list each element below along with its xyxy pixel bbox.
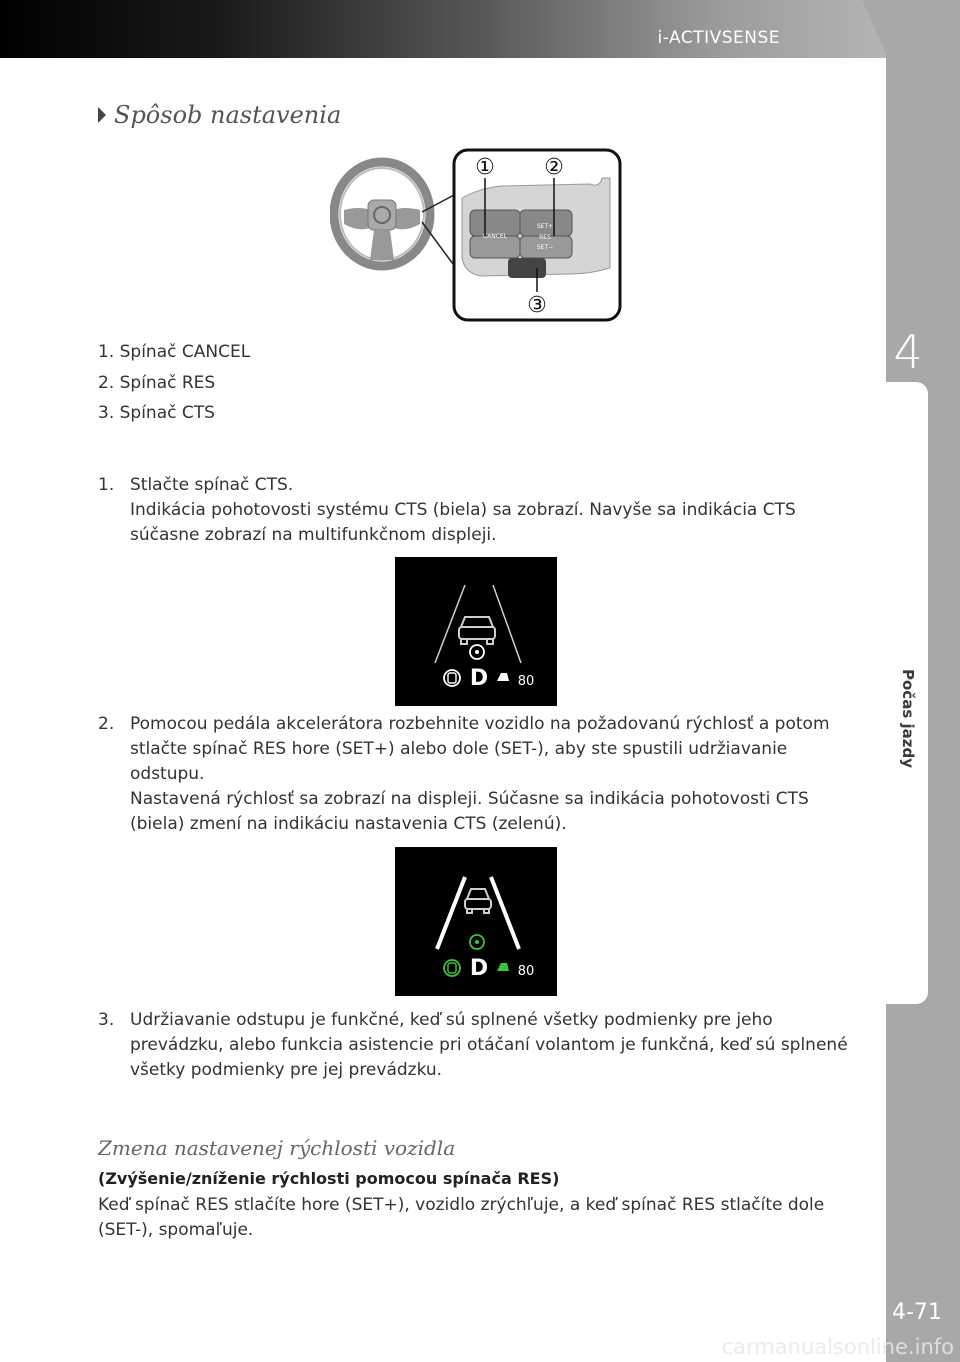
gear-indicator: D: [469, 666, 489, 691]
chapter-number: 4: [893, 325, 923, 379]
watermark: carmanualsonline.info: [721, 1335, 954, 1359]
set-speed: 80: [517, 964, 535, 979]
steering-wheel-icon: [334, 162, 430, 266]
header-title: i-ACTIVSENSE: [657, 28, 780, 48]
step-text-line: Indikácia pohotovosti systému CTS (biela) sa zobrazí. Navyše sa indikácia CTS súčasne zobrazí na multifunkčnom displeji.: [130, 500, 796, 545]
legend-item: 2. Spínač RES: [98, 372, 216, 393]
setminus-label: SET−: [536, 244, 554, 251]
subsection-title: Zmena nastavenej rýchlosti vozidla: [98, 1136, 456, 1160]
page-number: 4-71: [892, 1300, 942, 1325]
section-title: [98, 101, 341, 129]
figure-legend: [98, 337, 250, 429]
step-text-line: Nastavená rýchlosť sa zobrazí na displeji. Súčasne sa indikácia pohotovosti CTS (biela) zmení na indikáciu nastavenia CTS (zelenú).: [130, 789, 809, 834]
subsection-paragraph: Keď spínač RES stlačíte hore (SET+), vozidlo zrýchľuje, a keď spínač RES stlačíte dole (SET-), spomaľuje.: [98, 1195, 825, 1240]
side-corner: [862, 0, 888, 58]
section-marker-icon: [98, 107, 106, 123]
chapter-label: Počas jazdy: [899, 669, 917, 768]
step-2: [98, 712, 860, 837]
step-number: 2.: [98, 714, 115, 734]
step-number: 1.: [98, 475, 115, 495]
display-standby-figure: [395, 557, 557, 706]
callout-1: ①: [475, 155, 495, 180]
callout-2: ②: [544, 155, 564, 180]
chapter-tab[interactable]: [868, 382, 928, 1004]
header-band: [0, 0, 890, 58]
step-text-line: Pomocou pedála akcelerátora rozbehnite vozidlo na požadovanú rýchlosť a potom stlačte spínač RES hore (SET+) alebo dole (SET-), aby ste spustili udržiavanie odstupu.: [130, 714, 830, 784]
switch-panel-detail: [462, 178, 610, 278]
step-number: 3.: [98, 1010, 115, 1030]
set-speed: 80: [517, 674, 535, 689]
step-text-line: Stlačte spínač CTS.: [130, 475, 294, 495]
legend-item: 3. Spínač CTS: [98, 403, 215, 423]
section-title-text: Spôsob nastavenia: [114, 101, 342, 129]
step-3: [98, 1008, 860, 1083]
callout-3: ③: [527, 293, 547, 318]
steering-wheel-figure: [330, 148, 624, 324]
subsection-bold-heading: (Zvýšenie/zníženie rýchlosti pomocou spínača RES): [98, 1169, 560, 1188]
cancel-label: CANCEL: [482, 233, 508, 240]
res-label: RES: [539, 234, 551, 241]
legend-item: 1. Spínač CANCEL: [98, 342, 251, 362]
display-set-figure: [395, 847, 557, 996]
step-1: [98, 473, 860, 548]
gear-indicator: D: [469, 956, 489, 981]
step-text-line: Udržiavanie odstupu je funkčné, keď sú splnené všetky podmienky pre jeho prevádzku, alebo funkcia asistencie pri otáčaní volantom je funkčná, keď sú splnené všetky podmienky pre jej prevádzku.: [130, 1010, 848, 1080]
setplus-label: SET+: [536, 223, 554, 230]
